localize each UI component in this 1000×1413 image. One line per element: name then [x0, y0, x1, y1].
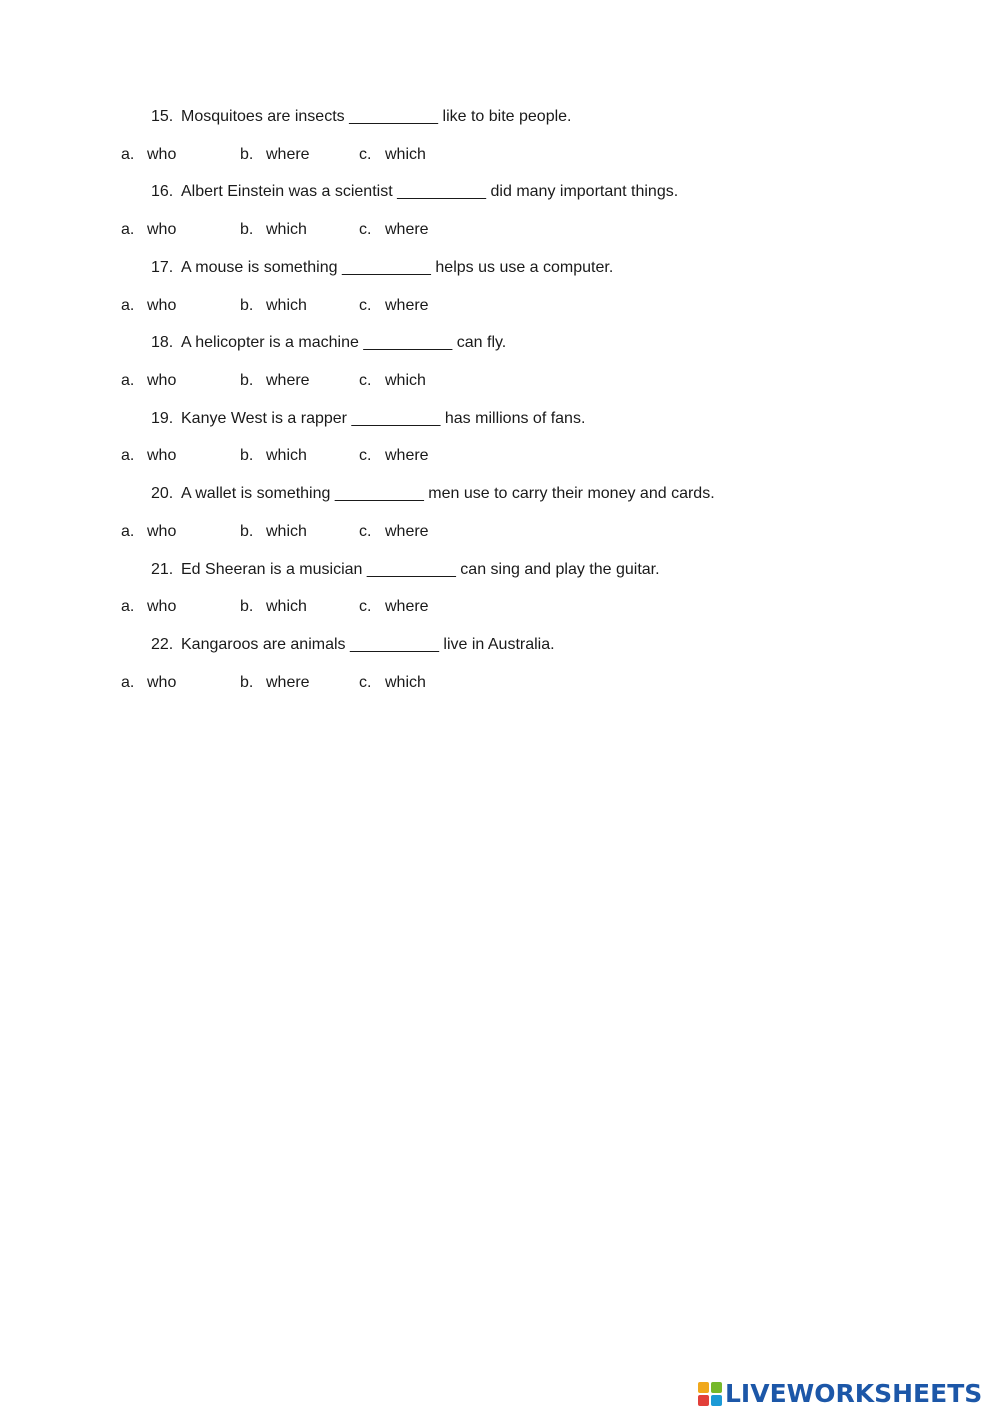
- option-letter: c.: [359, 221, 372, 238]
- option-a[interactable]: [121, 220, 176, 240]
- question-21: [151, 560, 660, 580]
- option-a[interactable]: [121, 597, 176, 617]
- question-17: [151, 258, 613, 278]
- option-letter: c.: [359, 598, 372, 615]
- logo-mark-icon: [698, 1382, 722, 1406]
- option-label: where: [266, 146, 310, 163]
- logo-mark-tile: [711, 1382, 722, 1393]
- liveworksheets-logo: [698, 1380, 982, 1408]
- question-number: 20.: [151, 485, 174, 502]
- option-label: which: [266, 598, 307, 615]
- option-label: who: [147, 674, 177, 691]
- option-label: who: [147, 523, 177, 540]
- option-letter: b.: [240, 674, 254, 691]
- question-number: 22.: [151, 636, 174, 653]
- option-label: where: [385, 598, 429, 615]
- question-number: 17.: [151, 259, 174, 276]
- option-a[interactable]: [121, 446, 176, 466]
- question-20: [151, 484, 715, 504]
- question-15: [151, 107, 571, 127]
- logo-mark-tile: [698, 1395, 709, 1406]
- option-label: which: [385, 146, 426, 163]
- option-b[interactable]: [240, 371, 310, 391]
- option-letter: a.: [121, 447, 135, 464]
- option-letter: a.: [121, 674, 135, 691]
- option-a[interactable]: [121, 296, 176, 316]
- option-label: where: [385, 523, 429, 540]
- option-letter: c.: [359, 447, 372, 464]
- option-letter: b.: [240, 221, 254, 238]
- option-c[interactable]: [359, 296, 429, 316]
- option-label: which: [266, 523, 307, 540]
- option-c[interactable]: [359, 220, 429, 240]
- option-letter: c.: [359, 674, 372, 691]
- question-text: A helicopter is a machine __________ can fly.: [181, 334, 507, 351]
- question-18: [151, 333, 506, 353]
- option-b[interactable]: [240, 296, 307, 316]
- option-letter: c.: [359, 146, 372, 163]
- option-b[interactable]: [240, 446, 307, 466]
- option-b[interactable]: [240, 597, 307, 617]
- option-label: where: [266, 372, 310, 389]
- option-letter: b.: [240, 297, 254, 314]
- question-number: 18.: [151, 334, 174, 351]
- option-label: which: [266, 447, 307, 464]
- option-label: where: [266, 674, 310, 691]
- option-letter: c.: [359, 372, 372, 389]
- option-letter: a.: [121, 221, 135, 238]
- option-letter: b.: [240, 447, 254, 464]
- question-text: Kangaroos are animals __________ live in Australia.: [181, 636, 555, 653]
- option-a[interactable]: [121, 371, 176, 391]
- option-letter: a.: [121, 523, 135, 540]
- option-label: who: [147, 146, 177, 163]
- option-a[interactable]: [121, 673, 176, 693]
- option-b[interactable]: [240, 673, 310, 693]
- option-label: who: [147, 221, 177, 238]
- option-letter: b.: [240, 372, 254, 389]
- option-b[interactable]: [240, 522, 307, 542]
- option-c[interactable]: [359, 371, 426, 391]
- question-number: 15.: [151, 108, 174, 125]
- question-text: A wallet is something __________ men use to carry their money and cards.: [181, 485, 715, 502]
- option-label: where: [385, 447, 429, 464]
- option-c[interactable]: [359, 673, 426, 693]
- logo-text: LIVEWORKSHEETS: [725, 1379, 983, 1408]
- option-letter: b.: [240, 146, 254, 163]
- option-label: who: [147, 447, 177, 464]
- option-letter: b.: [240, 598, 254, 615]
- option-letter: c.: [359, 523, 372, 540]
- option-b[interactable]: [240, 220, 307, 240]
- option-letter: a.: [121, 598, 135, 615]
- question-text: Albert Einstein was a scientist __________ did many important things.: [181, 183, 679, 200]
- option-letter: a.: [121, 146, 135, 163]
- question-number: 21.: [151, 561, 174, 578]
- option-c[interactable]: [359, 145, 426, 165]
- question-text: Mosquitoes are insects __________ like to bite people.: [181, 108, 572, 125]
- logo-mark-tile: [711, 1395, 722, 1406]
- option-c[interactable]: [359, 522, 429, 542]
- option-label: who: [147, 297, 177, 314]
- option-a[interactable]: [121, 145, 176, 165]
- option-label: where: [385, 221, 429, 238]
- question-number: 16.: [151, 183, 174, 200]
- question-number: 19.: [151, 410, 174, 427]
- option-c[interactable]: [359, 597, 429, 617]
- option-letter: a.: [121, 372, 135, 389]
- question-19: [151, 409, 585, 429]
- option-label: which: [385, 372, 426, 389]
- question-text: Kanye West is a rapper __________ has millions of fans.: [181, 410, 586, 427]
- option-label: which: [266, 297, 307, 314]
- question-16: [151, 182, 678, 202]
- question-text: A mouse is something __________ helps us use a computer.: [181, 259, 614, 276]
- logo-mark-tile: [698, 1382, 709, 1393]
- option-label: where: [385, 297, 429, 314]
- question-text: Ed Sheeran is a musician __________ can sing and play the guitar.: [181, 561, 660, 578]
- option-letter: b.: [240, 523, 254, 540]
- option-label: who: [147, 372, 177, 389]
- option-c[interactable]: [359, 446, 429, 466]
- option-a[interactable]: [121, 522, 176, 542]
- option-letter: c.: [359, 297, 372, 314]
- option-b[interactable]: [240, 145, 310, 165]
- option-label: which: [385, 674, 426, 691]
- option-label: which: [266, 221, 307, 238]
- option-label: who: [147, 598, 177, 615]
- question-22: [151, 635, 555, 655]
- option-letter: a.: [121, 297, 135, 314]
